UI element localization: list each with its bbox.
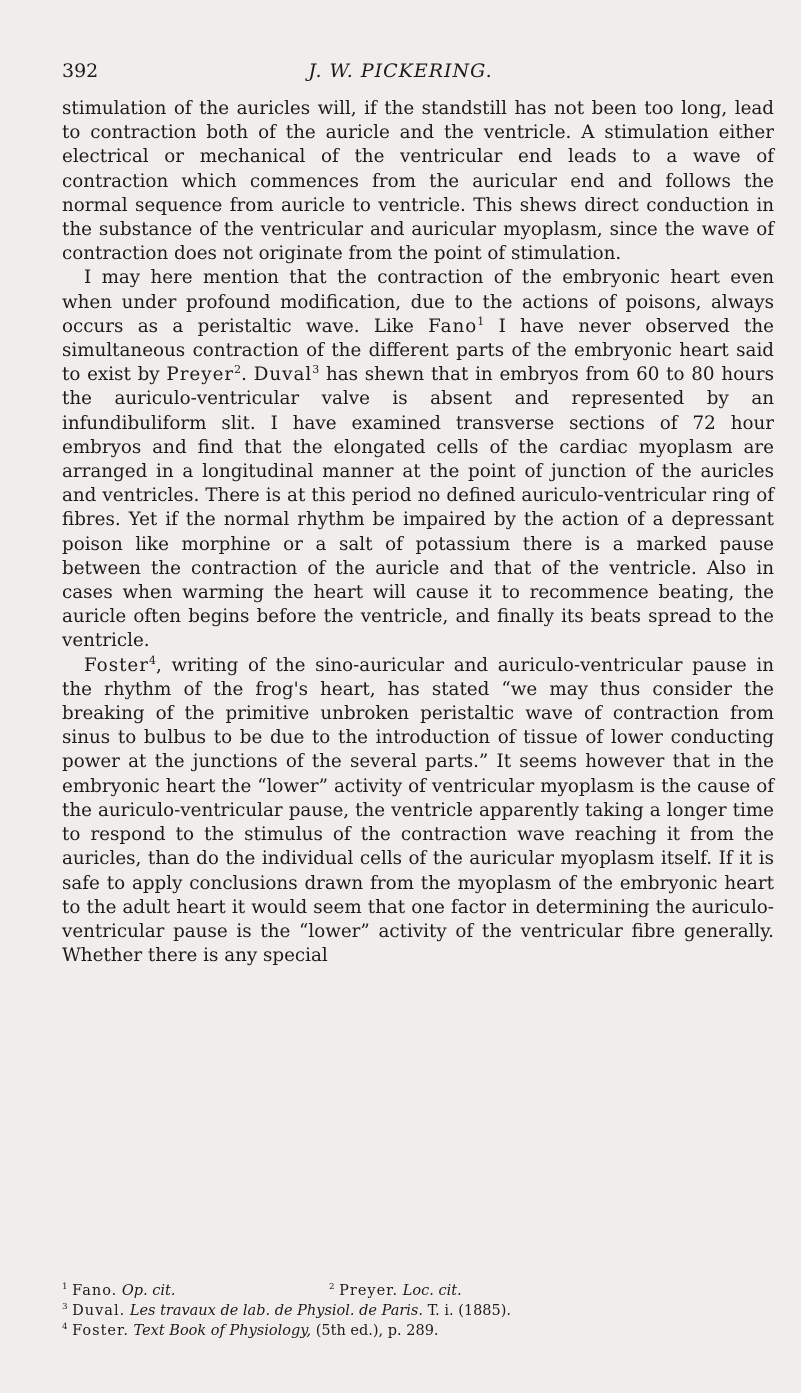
text-run: has shewn that in embryos from 60 to 80 hours the auriculo-ventricular valve is absent and represented by an infundibuliform slit. I have examined transverse sections of 72 hour embryos and find that the elongated cells of the cardiac myoplasm are arranged in a longitudinal manner at the point of junction of the auricles and ventricles. There is at this period no defined auriculo-ventricular ring of fibres. Yet if the normal rhythm be impaired by the action of a depressant poison like morphine or a salt of potassium there is a marked pause between the contraction of the auricle and that of the ventricle. Also in cases when warming the heart will cause it to recommence beating, the auricle often begins before the ventricle, and finally its beats spread to the ventricle. xyxy=(62,364,774,652)
footnote-marker: 3 xyxy=(312,363,320,377)
footnote-3: $^3$ Duval. Les travaux de lab. de Physiol. de Paris. T. i. (1885). xyxy=(62,1302,512,1319)
footnote-marker: 2 xyxy=(234,363,242,377)
paragraph xyxy=(62,654,774,969)
cited-author: Foster xyxy=(84,654,149,676)
footnote-marker: 1 xyxy=(477,314,485,328)
cited-author: Fano xyxy=(428,315,478,337)
body-text xyxy=(62,97,774,968)
text-run: . xyxy=(241,364,254,386)
footnotes xyxy=(62,1281,774,1341)
footnote-4: $^4$ Foster. Text Book of Physiology, (5th ed.), p. 289. xyxy=(62,1322,439,1339)
footnote-2: $^2$ Preyer. Loc. cit. xyxy=(329,1282,462,1299)
text-run: I have never observed the simultaneous contraction of the different parts of the embryonic heart said to exist by xyxy=(62,315,774,386)
footnote-marker: 4 xyxy=(148,653,156,667)
text-run: stimulation of the auricles will, if the standstill has not been too long, lead to contraction both of the auricle and the ventricle. A stimulation either electrical or mechanical of the ventricular end leads to a wave of contraction which commences from the auricular end and follows the normal sequence from auricle to ventricle. This shews direct conduction in the substance of the ventricular and auricular myoplasm, since the wave of contraction does not originate from the point of stimulation. xyxy=(62,98,774,265)
text-run: I may here mention that the contraction of the embryonic heart even when under profound modification, due to the actions of poisons, always occurs as a peristaltic wave. Like xyxy=(62,267,774,337)
footnote-1: $^1$ Fano. Op. cit. xyxy=(62,1282,176,1299)
page-header xyxy=(0,60,801,84)
paragraph xyxy=(62,266,774,653)
page-number: 392 xyxy=(62,60,99,82)
running-head: J. W. PICKERING. xyxy=(308,60,493,82)
cited-author: Duval xyxy=(253,364,313,386)
text-run: , writing of the sino-auricular and auriculo-ventricular pause in the rhythm of the frog's heart, has stated “we may thus consider the breaking of the primitive unbroken peristaltic wave of contraction from sinus to bulbus to be due to the introduction of tissue of lower conducting power at the junctions of the several parts.” It seems however that in the embryonic heart the “lower” activity of ventricular myoplasm is the cause of the auriculo-ventricular pause, the ventricle apparently taking a longer time to respond to the stimulus of the contraction wave reaching it from the auricles, than do the individual cells of the auricular myoplasm itself. If it is safe to apply conclusions drawn from the myoplasm of the embryonic heart to the adult heart it would seem that one factor in determining the auriculo-ventricular pause is the “lower” activity of the ventricular fibre generally. Whether there is any special xyxy=(62,654,774,967)
footnote-row-1 xyxy=(62,1281,774,1301)
cited-author: Preyer xyxy=(166,364,235,386)
paragraph xyxy=(62,97,774,266)
